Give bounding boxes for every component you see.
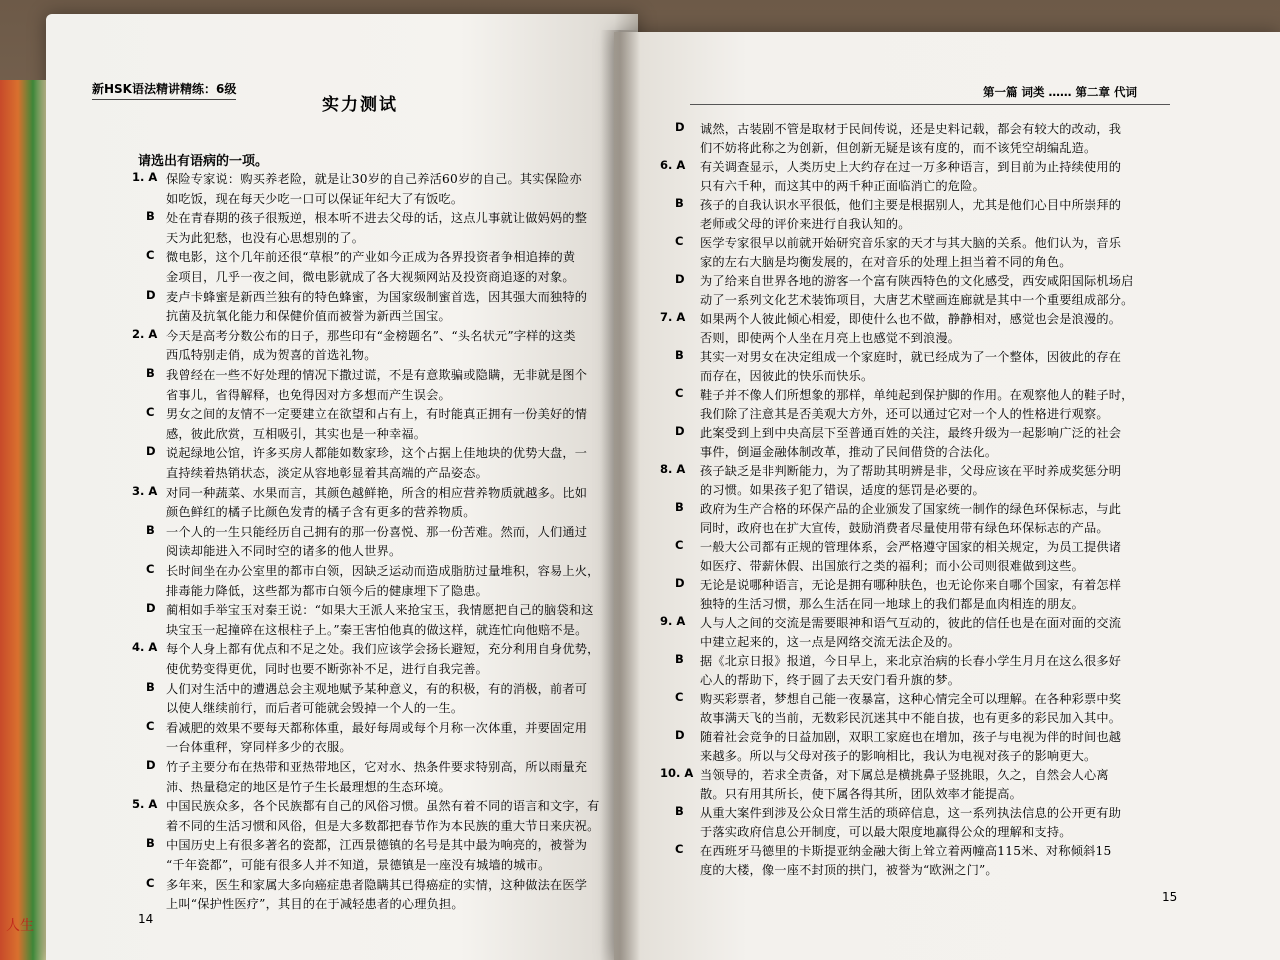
text-line: 在西班牙马德里的卡斯提亚纳金融大街上耸立着两幢高115米、对称倾斜15 bbox=[700, 844, 1112, 858]
text-line: 心人的帮助下，终于圆了去天安门看升旗的梦。 bbox=[700, 673, 961, 687]
text-line: 们不妨将此称之为创新，但创新无疑是该有度的，而不该凭空胡编乱造。 bbox=[700, 141, 1097, 155]
text-line: 否则，即使两个人坐在月亮上也感觉不到浪漫。 bbox=[700, 331, 961, 345]
text-line: 有关调查显示，人类历史上大约存在过一万多种语言，到目前为止持续使用的 bbox=[700, 160, 1122, 174]
text-line: 着不同的生活习惯和风俗，但是大多数都把春节作为本民族的重大节日来庆祝。 bbox=[166, 818, 600, 833]
instruction: 请选出有语病的一项。 bbox=[138, 154, 269, 169]
text-line: 每个人身上都有优点和不足之处。我们应该学会扬长避短，充分利用自身优势， bbox=[166, 642, 600, 657]
option-label: D bbox=[675, 576, 685, 590]
option-label: C bbox=[675, 386, 684, 400]
option-label: 2. A bbox=[132, 326, 158, 341]
text-line: 而存在，因彼此的快乐而快乐。 bbox=[700, 369, 874, 383]
option-label: 7. A bbox=[660, 310, 686, 324]
text-line: 老师或父母的评价来进行自我认知的。 bbox=[700, 217, 911, 231]
text-line: 当领导的，若求全责备，对下属总是横挑鼻子竖挑眼，久之，自然会人心离 bbox=[700, 768, 1109, 782]
page-title: 实力测试 bbox=[322, 95, 398, 115]
text-line: 随着社会竞争的日益加剧，双职工家庭也在增加，孩子与电视为伴的时间也越 bbox=[700, 730, 1122, 744]
option-label: B bbox=[675, 196, 684, 210]
option-label: 10. A bbox=[660, 766, 694, 780]
option-label: 9. A bbox=[660, 614, 686, 628]
text-line: 天为此犯愁，也没有心思想别的了。 bbox=[166, 230, 365, 245]
text-line: 一台体重秤，穿同样多少的衣服。 bbox=[166, 740, 352, 755]
option-label: B bbox=[146, 522, 155, 537]
left-page-number: 14 bbox=[138, 912, 154, 926]
text-line: 男女之间的友情不一定要建立在欲望和占有上，有时能真正拥有一份美好的情 bbox=[166, 407, 588, 422]
option-label: B bbox=[146, 366, 155, 380]
text-line: 动了一系列文化艺术装饰项目，大唐艺术壁画连廊就是其中一个重要组成部分。 bbox=[700, 293, 1134, 307]
header-rule bbox=[690, 104, 1170, 105]
text-line: 说起绿地公馆，许多买房人都能如数家珍，这个占据上佳地块的优势大盘，一 bbox=[166, 446, 588, 461]
option-label: C bbox=[675, 234, 684, 248]
text-line: 感，彼此欣赏，互相吸引，其实也是一种幸福。 bbox=[166, 426, 427, 441]
option-label: 5. A bbox=[132, 797, 158, 812]
text-line: 使优势变得更优，同时也要不断弥补不足，进行自我完善。 bbox=[166, 662, 489, 676]
text-line: 如果两个人彼此倾心相爱，即使什么也不做，静静相对，感觉也会是浪漫的。 bbox=[700, 312, 1122, 326]
option-label: B bbox=[146, 209, 155, 224]
text-line: 中国历史上有很多著名的瓷都，江西景德镇的名号是其中最为响亮的，被誉为 bbox=[166, 838, 588, 853]
option-label: D bbox=[675, 424, 685, 438]
text-line: 今天是高考分数公布的日子，那些印有“金榜题名”、“头名状元”字样的这类 bbox=[166, 328, 576, 343]
right-page-number: 15 bbox=[1162, 890, 1178, 904]
text-line: 孩子的自我认识水平很低，他们主要是根据别人，尤其是他们心目中所崇拜的 bbox=[700, 198, 1122, 212]
text-line: 长时间坐在办公室里的都市白领，因缺乏运动而造成脂肪过量堆积，容易上火， bbox=[166, 564, 600, 578]
text-line: 竹子主要分布在热带和亚热带地区，它对水、热条件要求特别高，所以雨量充 bbox=[166, 760, 588, 774]
text-line: 上叫“保护性医疗”，其目的在于减轻患者的心理负担。 bbox=[166, 897, 464, 912]
option-label: B bbox=[675, 804, 684, 818]
text-line: 只有六千种，而这其中的两千种正面临消亡的危险。 bbox=[700, 179, 985, 193]
option-label: B bbox=[146, 679, 155, 694]
series-header: 新HSK语法精讲精练：6级 bbox=[92, 80, 236, 100]
option-label: C bbox=[675, 690, 684, 704]
text-line: 如吃饭，现在每天少吃一口可以保证年纪大了有饭吃。 bbox=[166, 191, 464, 206]
option-label: B bbox=[146, 836, 155, 851]
text-line: 块宝玉一起撞碎在这根柱子上。”秦王害怕他真的做这样，就连忙向他赔不是。 bbox=[166, 622, 588, 637]
text-line: 一般大公司都有正规的管理体系，会严格遵守国家的相关规定，为员工提供诸 bbox=[700, 540, 1122, 554]
text-line: 从重大案件到涉及公众日常生活的琐碎信息，这一系列执法信息的公开更有助 bbox=[700, 806, 1122, 820]
text-line: 故事满天飞的当前，无数彩民沉迷其中不能自拔，也有更多的彩民加入其中。 bbox=[700, 711, 1122, 725]
option-label: 4. A bbox=[132, 640, 158, 655]
text-line: 此案受到上到中央高层下至普通百姓的关注，最终升级为一起影响广泛的社会 bbox=[700, 426, 1122, 440]
text-line: 西瓜特别走俏，成为贺喜的首选礼物。 bbox=[166, 348, 377, 363]
text-line: 政府为生产合格的环保产品的企业颁发了国家统一制作的绿色环保标志，与此 bbox=[700, 502, 1122, 516]
option-label: 3. A bbox=[132, 483, 158, 498]
option-label: B bbox=[675, 652, 684, 666]
text-line: 直持续着热销状态，淡定从容地彰显着其高端的产品姿态。 bbox=[166, 466, 489, 480]
text-line: 家的左右大脑是均衡发展的，在对音乐的处理上担当着不同的角色。 bbox=[700, 255, 1072, 269]
text-line: 人们对生活中的遭遇总会主观地赋予某种意义，有的积极，有的消极，前者可 bbox=[166, 681, 588, 696]
text-line: 的习惯。如果孩子犯了错误，适度的惩罚是必要的。 bbox=[700, 483, 985, 497]
text-line: 其实一对男女在决定组成一个家庭时，就已经成为了一个整体，因彼此的存在 bbox=[700, 350, 1122, 364]
text-line: 省事儿，省得解释，也免得因对方多想而产生误会。 bbox=[166, 387, 451, 402]
text-line: 排毒能力降低，这些都为都市白领今后的健康埋下了隐患。 bbox=[166, 583, 489, 598]
text-line: 抗菌及抗氧化能力和保健价值而被誉为新西兰国宝。 bbox=[166, 309, 451, 324]
text-line: 诚然，古装剧不管是取材于民间传说，还是史料记载，都会有较大的改动，我 bbox=[700, 122, 1122, 136]
text-line: 我曾经在一些不好处理的情况下撒过谎，不是有意欺骗或隐瞒，无非就是图个 bbox=[166, 368, 588, 382]
text-line: 于落实政府信息公开制度，可以最大限度地赢得公众的理解和支持。 bbox=[700, 825, 1072, 839]
text-line: 颜色鲜红的橘子比颜色发青的橘子含有更多的营养物质。 bbox=[166, 505, 476, 520]
text-line: “千年瓷都”，可能有很多人并不知道，景德镇是一座没有城墙的城市。 bbox=[166, 858, 551, 872]
text-line: 对同一种蔬菜、水果而言，其颜色越鲜艳，所含的相应营养物质就越多。比如 bbox=[166, 485, 588, 500]
text-line: 散。只有用其所长，使下属各得其所，团队效率才能提高。 bbox=[700, 787, 1023, 801]
text-line: 购买彩票者，梦想自己能一夜暴富，这种心情完全可以理解。在各种彩票中奖 bbox=[700, 692, 1122, 706]
option-label: 1. A bbox=[132, 170, 158, 184]
text-line: 蔺相如手举宝玉对秦王说：“如果大王派人来抢宝玉，我情愿把自己的脑袋和这 bbox=[166, 603, 594, 618]
option-label: C bbox=[675, 842, 684, 856]
text-line: 度的大楼，像一座不封顶的拱门，被誉为“欧洲之门”。 bbox=[700, 863, 998, 877]
text-line: 事件，倒逼金融体制改革，推动了民间借贷的合法化。 bbox=[700, 445, 998, 459]
adjacent-book-text: 人生 bbox=[6, 918, 34, 934]
text-line: 以使人继续前行，而后者可能就会毁掉一个人的一生。 bbox=[166, 701, 464, 716]
option-label: D bbox=[675, 728, 685, 742]
option-label: 8. A bbox=[660, 462, 686, 476]
text-line: 如医疗、带薪休假、出国旅行之类的福利；而小公司则很难做到这些。 bbox=[700, 559, 1085, 573]
option-label: D bbox=[675, 120, 685, 134]
book-gutter bbox=[600, 30, 640, 960]
option-label: C bbox=[146, 718, 155, 733]
text-line: 同时，政府也在扩大宣传，鼓励消费者尽量使用带有绿色环保标志的产品。 bbox=[700, 521, 1109, 535]
option-label: B bbox=[675, 500, 684, 514]
text-line: 微电影，这个几年前还很“草根”的产业如今正成为各界投资者争相追捧的黄 bbox=[166, 250, 576, 265]
text-line: 多年来，医生和家属大多向癌症患者隐瞒其已得癌症的实情，这种做法在医学 bbox=[166, 877, 588, 892]
option-label: D bbox=[675, 272, 685, 286]
text-line: 处在青春期的孩子很叛逆，根本听不进去父母的话，这点儿事就让做妈妈的整 bbox=[166, 211, 588, 226]
option-label: D bbox=[146, 444, 156, 459]
option-label: C bbox=[675, 538, 684, 552]
text-line: 看减肥的效果不要每天都称体重，最好每周或每个月称一次体重，并要固定用 bbox=[166, 720, 588, 735]
chapter-header: 第一篇 词类 …… 第二章 代词 bbox=[983, 85, 1138, 99]
text-line: 为了给来自世界各地的游客一个富有陕西特色的文化感受，西安咸阳国际机场启 bbox=[700, 274, 1134, 288]
option-label: C bbox=[146, 875, 155, 890]
text-line: 中国民族众多，各个民族都有自己的风俗习惯。虽然有着不同的语言和文字，有 bbox=[166, 799, 600, 814]
option-label: C bbox=[146, 405, 155, 420]
text-line: 金项目，几乎一夜之间，微电影就成了各大视频网站及投资商追逐的对象。 bbox=[166, 270, 575, 284]
text-line: 据《北京日报》报道，今日早上，来北京治病的长春小学生月月在这么很多好 bbox=[700, 654, 1122, 668]
text-line: 来越多。所以与父母对孩子的影响相比，我认为电视对孩子的影响更大。 bbox=[700, 749, 1097, 763]
text-line: 中建立起来的，这一点是网络交流无法企及的。 bbox=[700, 635, 961, 649]
text-line: 鞋子并不像人们所想象的那样，单纯起到保护脚的作用。在观察他人的鞋子时， bbox=[700, 388, 1134, 402]
text-line: 一个人的一生只能经历自己拥有的那一份喜悦、那一份苦难。然而，人们通过 bbox=[166, 524, 588, 539]
text-line: 无论是说哪种语言，无论是拥有哪种肤色，也无论你来自哪个国家，有着怎样 bbox=[700, 578, 1122, 592]
option-label: C bbox=[146, 248, 155, 263]
text-line: 麦卢卡蜂蜜是新西兰独有的特色蜂蜜，为国家级制蜜首选，因其强大而独特的 bbox=[166, 289, 588, 304]
option-label: D bbox=[146, 758, 156, 772]
text-line: 阅读却能进入不同时空的诸多的他人世界。 bbox=[166, 544, 402, 559]
option-label: C bbox=[146, 562, 155, 576]
text-line: 独特的生活习惯，那么生活在同一地球上的我们都是血肉相连的朋友。 bbox=[700, 597, 1085, 611]
option-label: D bbox=[146, 601, 156, 616]
text-line: 保险专家说：购买养老险，就是让30岁的自己养活60岁的自己。其实保险亦 bbox=[166, 172, 582, 186]
text-line: 孩子缺乏是非判断能力，为了帮助其明辨是非，父母应该在平时养成奖惩分明 bbox=[700, 464, 1122, 478]
text-line: 医学专家很早以前就开始研究音乐家的天才与其大脑的关系。他们认为，音乐 bbox=[700, 236, 1122, 250]
text-line: 我们除了注意其是否美观大方外，还可以通过它对一个人的性格进行观察。 bbox=[700, 407, 1109, 421]
option-label: B bbox=[675, 348, 684, 362]
option-label: 6. A bbox=[660, 158, 686, 172]
text-line: 人与人之间的交流是需要眼神和语气互动的，彼此的信任也是在面对面的交流 bbox=[700, 616, 1122, 630]
text-line: 沛、热量稳定的地区是竹子生长最理想的生态环境。 bbox=[166, 779, 451, 794]
option-label: D bbox=[146, 287, 156, 302]
